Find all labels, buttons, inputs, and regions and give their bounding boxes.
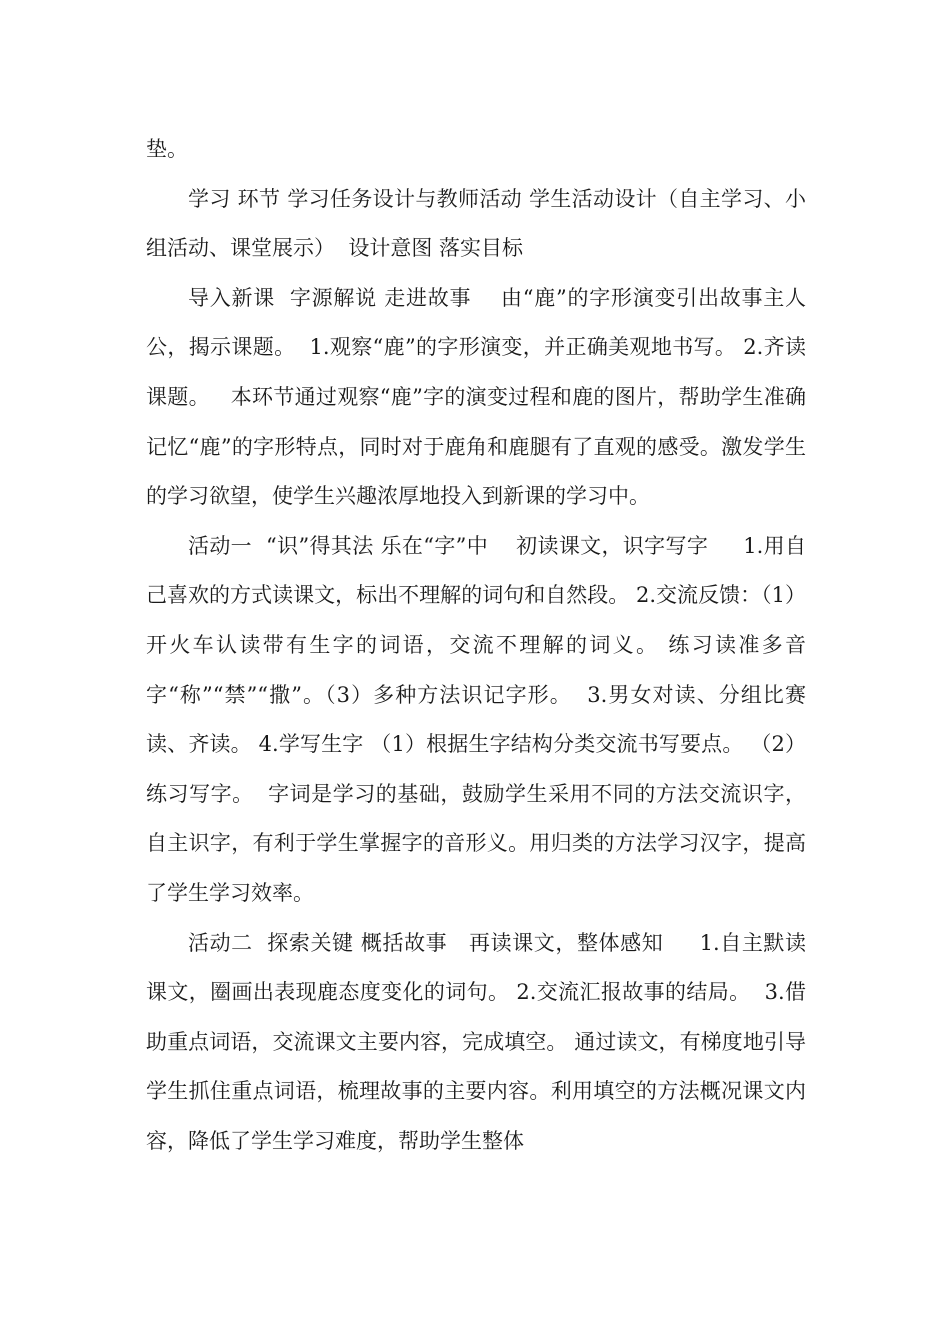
paragraph-table-header: 学习 环节 学习任务设计与教师活动 学生活动设计（自主学习、小组活动、课堂展示） 设计意图 落实目标 <box>146 186 806 261</box>
paragraph-intro-new-lesson: 导入新课 字源解说 走进故事 由“鹿”的字形演变引出故事主人公，揭示课题。 1.观察“鹿”的字形演变，并正确美观地书写。 2.齐读课题。 本环节通过观察“鹿”字的演变过程和鹿的图片，帮助学生准确记忆“鹿”的字形特点，同时对于鹿角和鹿腿有了直观的感受。激发学生的学习欲望，使学生兴趣浓厚地投入到新课的学习中。 <box>146 285 806 509</box>
paragraph-continuation: 垫。 <box>146 137 188 161</box>
paragraph-activity-two: 活动二 探索关键 概括故事 再读课文，整体感知 1.自主默读课文，圈画出表现鹿态度变化的词句。 2.交流汇报故事的结局。 3.借助重点词语，交流课文主要内容，完成填空。 通过读文，有梯度地引导学生抓住重点词语，梳理故事的主要内容。利用填空的方法概况课文内容，降低了学生学习难度，帮助学生整体 <box>146 930 806 1153</box>
document-body <box>146 125 806 1166</box>
paragraph-activity-one: 活动一 “识”得其法 乐在“字”中 初读课文，识字写字 1.用自己喜欢的方式读课文，标出不理解的词句和自然段。 2.交流反馈：（1）开火车认读带有生字的词语，交流不理解的词义。 练习读准多音字“称”“禁”“撒”。（3）多种方法识记字形。 3.男女对读、分组比赛读、齐读。 4.学写生字 （1）根据生字结构分类交流书写要点。 （2）练习写字。 字词是学习的基础，鼓励学生采用不同的方法交流识字，自主识字，有利于学生掌握字的音形义。用归类的方法学习汉字，提高了学生学习效率。 <box>146 533 806 905</box>
